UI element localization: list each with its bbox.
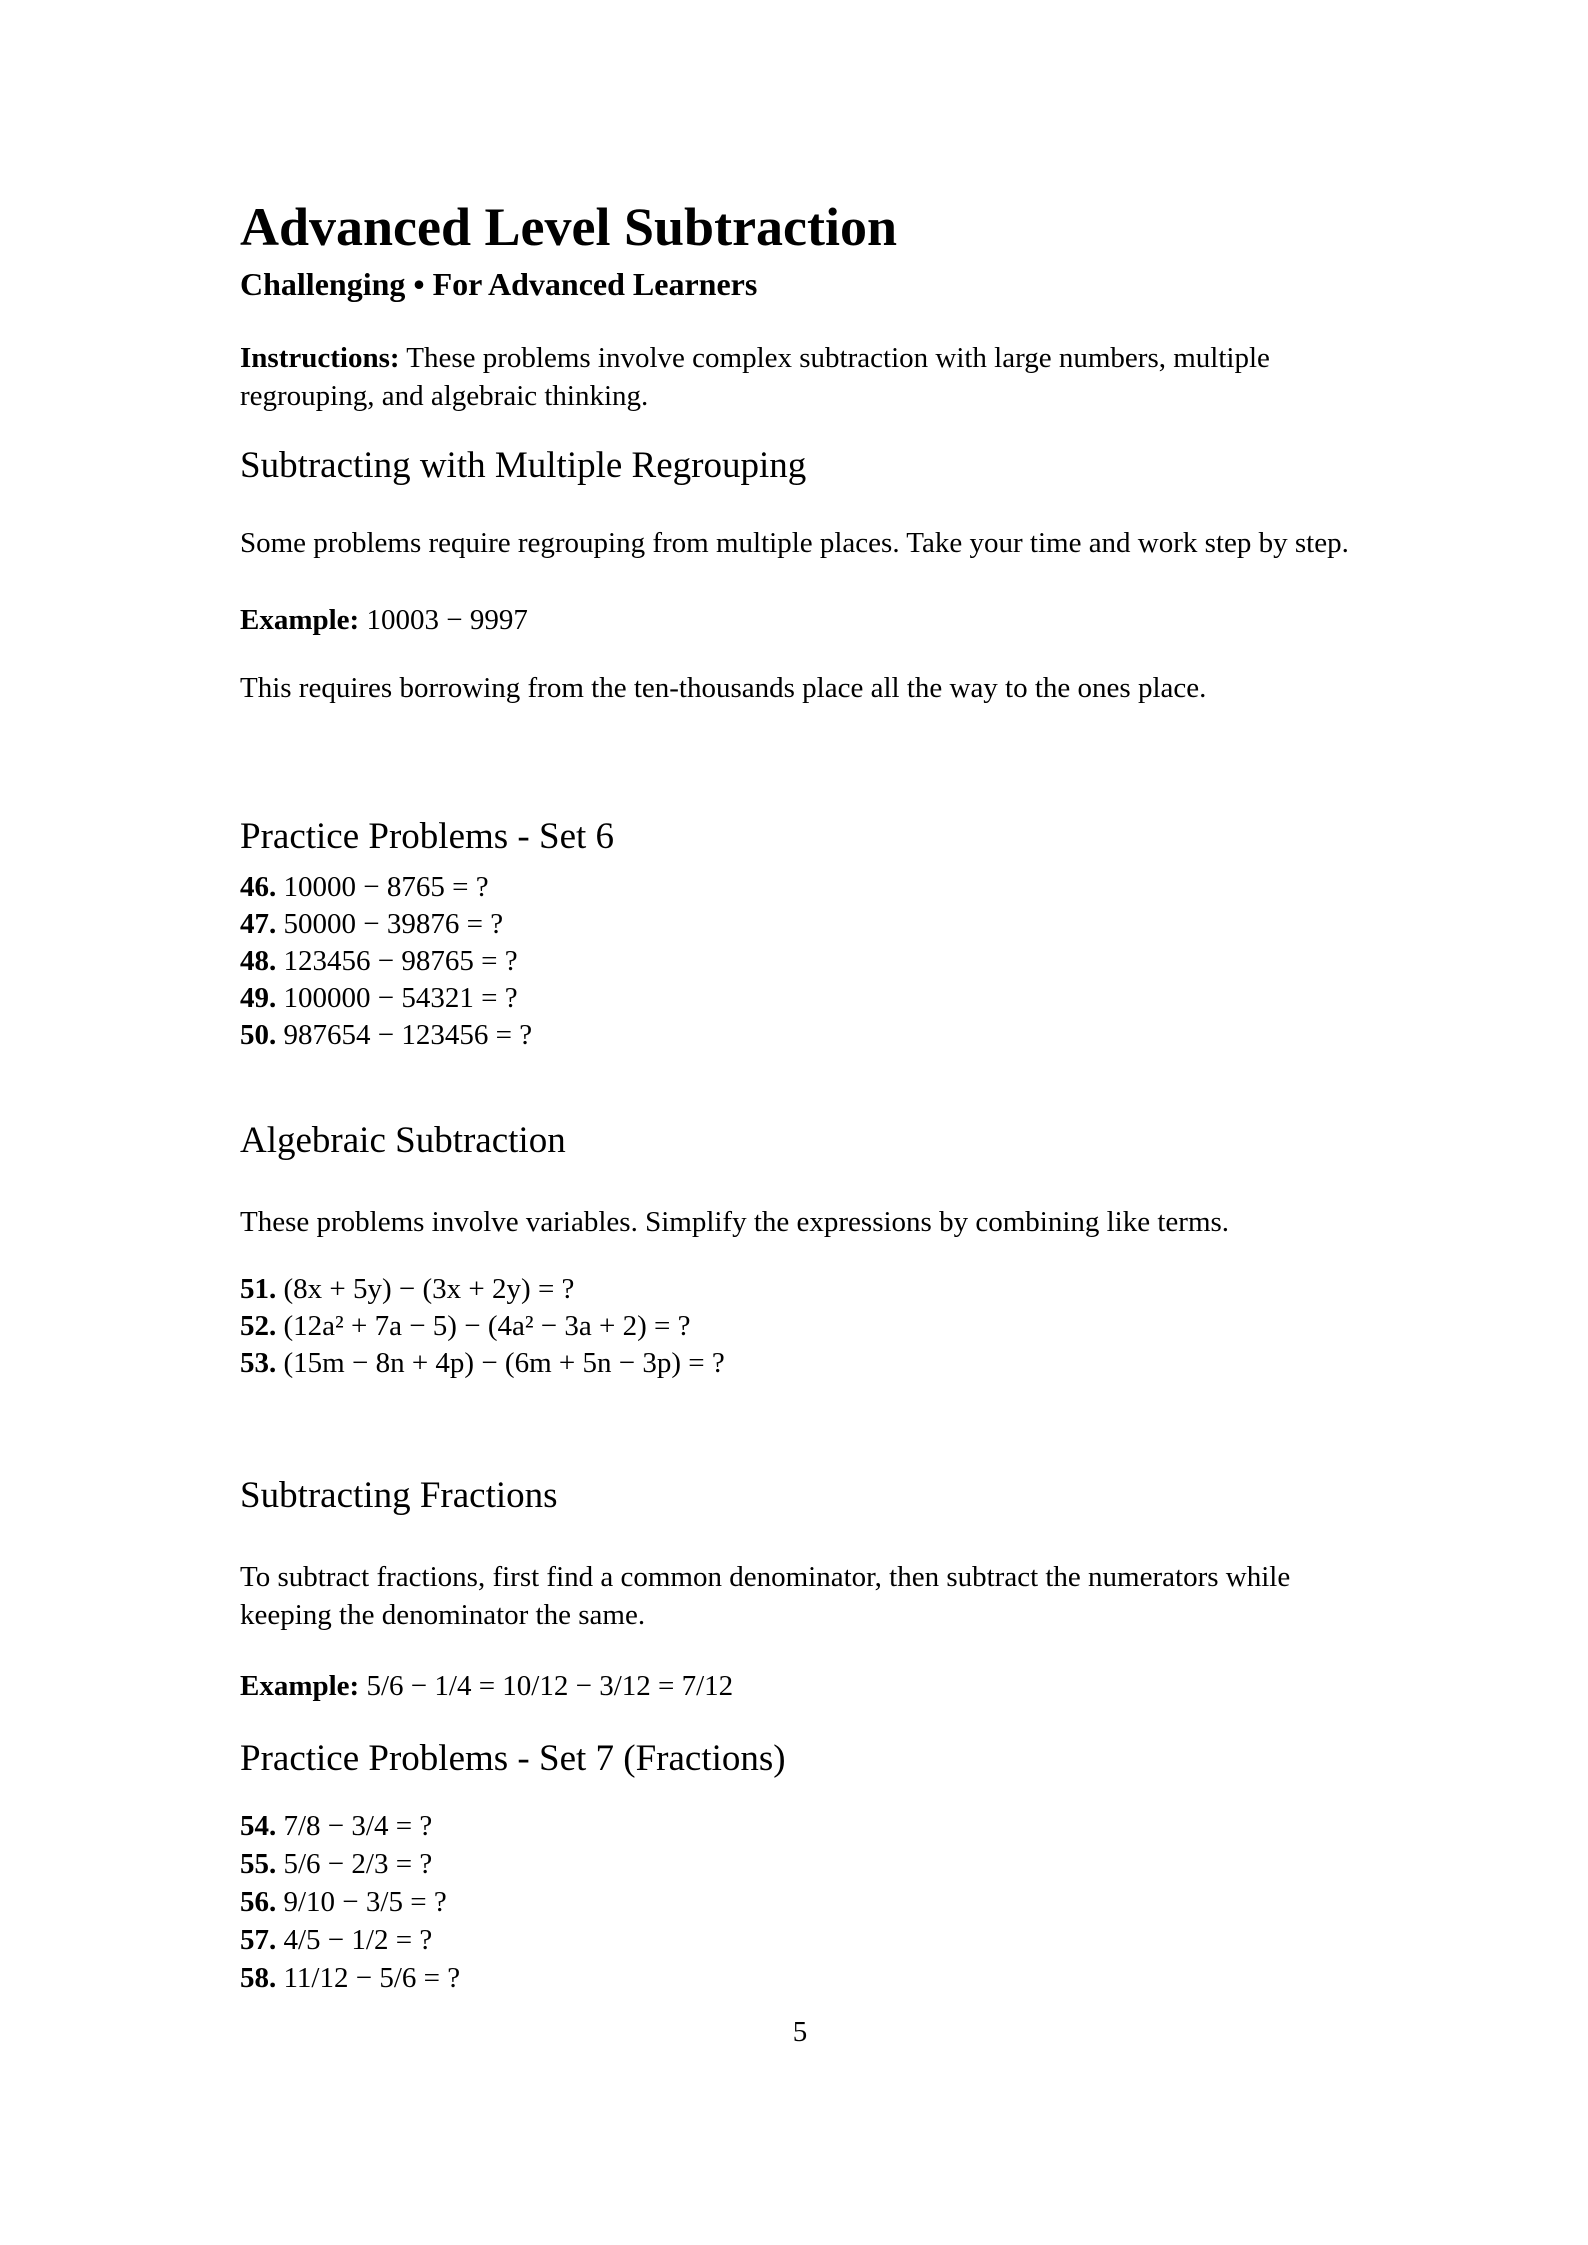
- problem-expression: 10000 − 8765 = ?: [283, 871, 489, 903]
- example-label: Example:: [240, 1670, 360, 1702]
- problem-number: 58.: [240, 1962, 277, 1994]
- problem-expression: 5/6 − 2/3 = ?: [283, 1848, 433, 1880]
- problem-item: [240, 980, 1360, 1017]
- section-heading-multiple-regrouping: Subtracting with Multiple Regrouping: [240, 445, 807, 486]
- problem-number: 57.: [240, 1924, 277, 1956]
- body-paragraph-algebraic: These problems involve variables. Simplify the expressions by combining like terms.: [240, 1206, 1230, 1238]
- problem-item: [240, 1883, 1360, 1921]
- example-line-fractions: [240, 1667, 1360, 1705]
- problem-expression: (15m − 8n + 4p) − (6m + 5n − 3p) = ?: [283, 1347, 725, 1379]
- section-heading-set6: Practice Problems - Set 6: [240, 816, 615, 857]
- problem-item: [240, 1345, 1360, 1382]
- problem-list-set6: [240, 869, 1360, 1054]
- problem-item: [240, 1921, 1360, 1959]
- section-heading-fractions: Subtracting Fractions: [240, 1475, 558, 1516]
- problem-expression: 987654 − 123456 = ?: [283, 1019, 533, 1051]
- problem-item: [240, 1017, 1360, 1054]
- instructions-label: Instructions:: [240, 342, 400, 374]
- problem-item: [240, 1807, 1360, 1845]
- page-number: 5: [792, 2016, 808, 2048]
- example-line-regrouping: [240, 601, 1360, 639]
- document-subtitle: Challenging • For Advanced Learners: [240, 266, 758, 302]
- example-expression: 5/6 − 1/4 = 10/12 − 3/12 = 7/12: [366, 1670, 734, 1702]
- problem-expression: (8x + 5y) − (3x + 2y) = ?: [283, 1273, 575, 1305]
- note-paragraph: This requires borrowing from the ten-thousands place all the way to the ones place.: [240, 672, 1207, 704]
- section-heading-algebraic: Algebraic Subtraction: [240, 1120, 566, 1161]
- problem-number: 47.: [240, 908, 277, 940]
- document-title: Advanced Level Subtraction: [240, 197, 898, 257]
- problem-item: [240, 1271, 1360, 1308]
- body-paragraph-regrouping: Some problems require regrouping from multiple places. Take your time and work step by step.: [240, 527, 1349, 559]
- problem-item: [240, 1959, 1360, 1997]
- problem-expression: 9/10 − 3/5 = ?: [283, 1886, 447, 1918]
- instructions-paragraph: [240, 339, 1360, 415]
- problem-item: [240, 1845, 1360, 1883]
- body-paragraph-fractions: To subtract fractions, first find a common denominator, then subtract the numerators while keeping the denominator the same.: [240, 1561, 1291, 1631]
- problem-number: 55.: [240, 1848, 277, 1880]
- problem-expression: 11/12 − 5/6 = ?: [283, 1962, 461, 1994]
- example-label: Example:: [240, 604, 360, 636]
- problem-number: 49.: [240, 982, 277, 1014]
- problem-item: [240, 1308, 1360, 1345]
- section-heading-set7: Practice Problems - Set 7 (Fractions): [240, 1738, 786, 1779]
- problem-expression: 50000 − 39876 = ?: [283, 908, 504, 940]
- problem-list-algebraic: [240, 1271, 1360, 1382]
- problem-expression: 7/8 − 3/4 = ?: [283, 1810, 433, 1842]
- problem-number: 48.: [240, 945, 277, 977]
- problem-expression: 123456 − 98765 = ?: [283, 945, 518, 977]
- problem-expression: (12a² + 7a − 5) − (4a² − 3a + 2) = ?: [283, 1310, 691, 1342]
- problem-item: [240, 906, 1360, 943]
- problem-list-set7: [240, 1807, 1360, 1997]
- problem-number: 51.: [240, 1273, 277, 1305]
- example-expression: 10003 − 9997: [366, 604, 528, 636]
- problem-number: 54.: [240, 1810, 277, 1842]
- problem-item: [240, 943, 1360, 980]
- problem-number: 53.: [240, 1347, 277, 1379]
- problem-expression: 100000 − 54321 = ?: [283, 982, 518, 1014]
- problem-expression: 4/5 − 1/2 = ?: [283, 1924, 433, 1956]
- instructions-text: These problems involve complex subtraction with large numbers, multiple regrouping, and algebraic thinking.: [240, 342, 1270, 412]
- problem-number: 52.: [240, 1310, 277, 1342]
- problem-number: 56.: [240, 1886, 277, 1918]
- problem-number: 46.: [240, 871, 277, 903]
- problem-number: 50.: [240, 1019, 277, 1051]
- problem-item: [240, 869, 1360, 906]
